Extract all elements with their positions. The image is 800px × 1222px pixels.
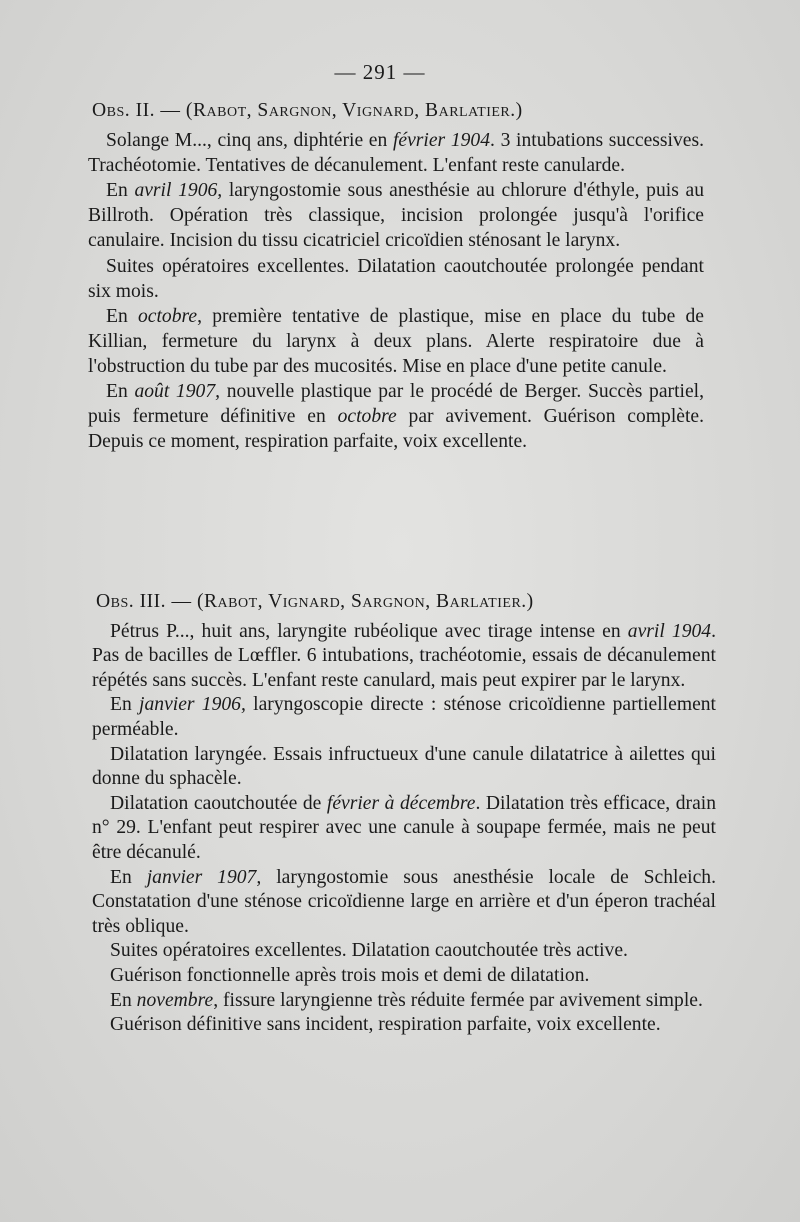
text-run: Guérison fonctionnelle après trois mois et demi de dilatation. [110,964,590,986]
observation-authors: (Rabot, Vignard, Sargnon, Barlatier.) [196,591,534,612]
text-run: laryngoscopie directe : sténose cricoïdienne partiellement perméable. [92,694,717,740]
italic-text: août 1907, [134,381,221,403]
observation-heading [92,590,716,615]
text-run: En [110,866,147,888]
observation-heading [88,98,704,123]
italic-text: janvier 1907, [146,866,262,888]
paragraph [92,866,716,940]
paragraph [92,964,716,989]
paragraph [92,792,716,866]
page-number: — 291 — [334,60,426,84]
paragraph [88,304,704,379]
paragraph [88,128,704,178]
text-run: Suites opératoires excellentes. Dilatation caoutchoutée très active. [110,940,628,962]
italic-text: février 1904 [392,130,491,152]
text-run: Guérison définitive sans incident, respiration parfaite, voix excellente. [110,1014,661,1036]
paragraph [92,939,716,964]
text-run: nouvelle plastique par le procédé de Berger. Succès partiel, puis fermeture définitive en [88,381,704,428]
text-run: En [110,989,137,1011]
observation-label: Obs. III. — [96,591,197,612]
paragraph [92,693,716,742]
text-run: En [106,305,138,327]
text-run: Dilatation caoutchoutée de [110,792,327,814]
observation-2 [88,98,704,454]
italic-text: octobre [337,406,397,428]
text-run: . 3 intubations successives. Trachéotomie. Tentatives de décanulement. L'enfant reste canularde. [88,130,704,177]
paragraph [88,254,704,304]
paragraph [92,620,716,694]
paragraph [92,1013,716,1038]
text-run: , première tentative de plastique, mise en place du tube de Killian, fermeture du larynx à deux plans. Alerte respiratoire due à l'obstruction du tube par des mucosités. Mise en place d'une petite canule. [88,305,704,377]
italic-text: février à décembre [326,792,476,814]
text-run: En [106,381,135,403]
observation-label: Obs. II. — [92,100,186,121]
paragraph [88,379,704,454]
paragraph [88,178,704,253]
observation-3 [92,590,716,1038]
italic-text: janvier 1906, [139,694,246,716]
text-run: , fissure laryngienne très réduite fermée par avivement simple. [213,989,703,1011]
text-run: Suites opératoires excellentes. Dilatation caoutchoutée prolongée pendant six mois. [88,255,704,302]
text-run: Solange M..., cinq ans, diphtérie en [106,130,393,152]
text-run: . Pas de bacilles de Lœffler. 6 intubations, trachéotomie, essais de décanulement répétés sans succès. L'enfant reste canulard, mais peut expirer par le larynx. [92,620,717,691]
paragraph [92,743,716,792]
text-run: par avivement. Guérison complète. Depuis ce moment, respiration parfaite, voix excellente. [88,406,704,453]
text-run: En [106,180,135,202]
observation-authors: (Rabot, Sargnon, Vignard, Barlatier.) [185,100,523,121]
text-run: laryngostomie sous anesthésie au chlorure d'éthyle, puis au Billroth. Opération très classique, incision prolongée jusqu'à l'orifice canulaire. Incision du tissu cicatriciel cricoïdien sténosant le larynx. [88,180,704,252]
text-run: Pétrus P..., huit ans, laryngite rubéolique avec tirage intense en [110,620,628,642]
paragraph [92,989,716,1014]
text-run: Dilatation laryngée. Essais infructueux d'une canule dilatatrice à ailettes qui donne du sphacèle. [92,743,716,790]
text-run: En [110,694,140,716]
italic-text: avril 1904 [627,620,712,642]
observation-body [92,620,716,1038]
text-run: laryngostomie sous anesthésie locale de Schleich. Constatation d'une sténose cricoïdienne large en arrière et d'un éperon trachéal très oblique. [92,866,716,937]
italic-text: octobre [137,305,198,327]
text-run: . Dilatation très efficace, drain n° 29. L'enfant peut respirer avec une canule à soupape fermée, mais ne peut être décanulé. [92,792,717,863]
observation-body [88,128,704,454]
italic-text: avril 1906, [134,180,223,202]
italic-text: novembre [136,989,214,1011]
